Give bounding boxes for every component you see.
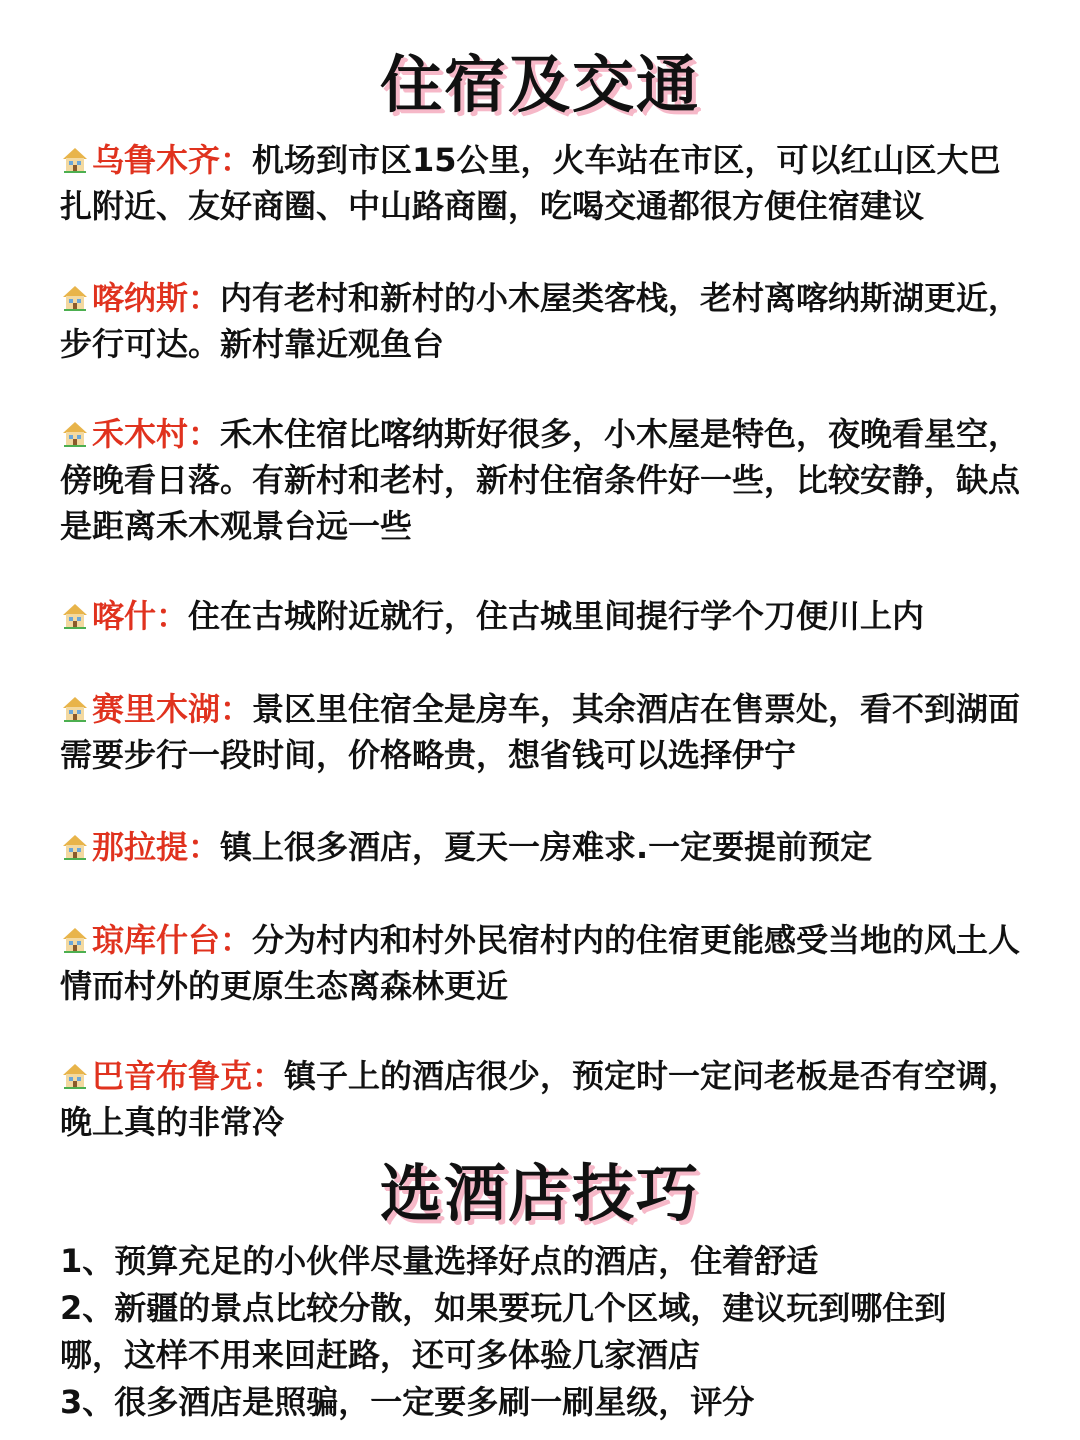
- entry-kashgar: [60, 593, 1025, 639]
- entry-text: 内有老村和新村的小木屋类客栈，老村离喀纳斯湖更近，步行可达。新村靠近观鱼台: [60, 279, 1021, 363]
- tip-item: 1、预算充足的小伙伴尽量选择好点的酒店，住着舒适: [60, 1242, 819, 1280]
- entry-text: 镇上很多酒店，夏天一房难求.一定要提前预定: [220, 828, 873, 866]
- entry-text: 机场到市区15公里，火车站在市区，可以红山区大巴扎附近、友好商圈、中山路商圈，吃喝交通都很方便住宿建议: [60, 141, 1001, 225]
- place-name: 琼库什台：: [92, 921, 253, 959]
- section-title-lodging: 住宿及交通: [379, 48, 700, 121]
- house-icon: [60, 925, 90, 955]
- entry-nalati: [60, 824, 1025, 870]
- place-name: 巴音布鲁克：: [92, 1057, 285, 1095]
- house-icon: [60, 419, 90, 449]
- house-icon: [60, 283, 90, 313]
- entry-text: 景区里住宿全是房车，其余酒店在售票处，看不到湖面需要步行一段时间，价格略贵，想省钱可以选择伊宁: [60, 690, 1021, 774]
- place-name: 禾木村：: [92, 415, 221, 453]
- tip-item: 2、新疆的景点比较分散，如果要玩几个区域，建议玩到哪住到哪，这样不用来回赶路，还可多体验几家酒店: [60, 1289, 947, 1374]
- house-icon: [60, 694, 90, 724]
- house-icon: [60, 1061, 90, 1091]
- tip-item: 3、很多酒店是照骗，一定要多刷一刷星级，评分: [60, 1383, 755, 1421]
- entry-text: 住在古城附近就行，住古城里间提行学个刀便川上内: [188, 597, 925, 635]
- place-name: 喀纳斯：: [92, 279, 221, 317]
- entry-urumqi: [60, 137, 1025, 229]
- place-name: 乌鲁木齐：: [92, 141, 253, 179]
- entry-kanas: [60, 275, 1025, 367]
- house-icon: [60, 601, 90, 631]
- entry-text: 分为村内和村外民宿村内的住宿更能感受当地的风土人情而村外的更原生态离森林更近: [60, 921, 1021, 1005]
- place-name: 那拉提：: [92, 828, 221, 866]
- entry-text: 镇子上的酒店很少，预定时一定问老板是否有空调，晚上真的非常冷: [60, 1057, 1021, 1141]
- house-icon: [60, 145, 90, 175]
- entry-hemu: [60, 411, 1025, 549]
- entry-bayinbuluke: [60, 1053, 1025, 1145]
- entry-qiongkushitai: [60, 917, 1025, 1009]
- entry-sayram-lake: [60, 686, 1025, 778]
- place-name: 喀什：: [92, 597, 189, 635]
- tips-list: [60, 1238, 1000, 1426]
- house-icon: [60, 832, 90, 862]
- entry-text: 禾木住宿比喀纳斯好很多，小木屋是特色，夜晚看星空，傍晚看日落。有新村和老村，新村住宿条件好一些，比较安静，缺点是距离禾木观景台远一些: [60, 415, 1021, 545]
- section-title-tips: 选酒店技巧: [379, 1157, 700, 1230]
- place-name: 赛里木湖：: [92, 690, 253, 728]
